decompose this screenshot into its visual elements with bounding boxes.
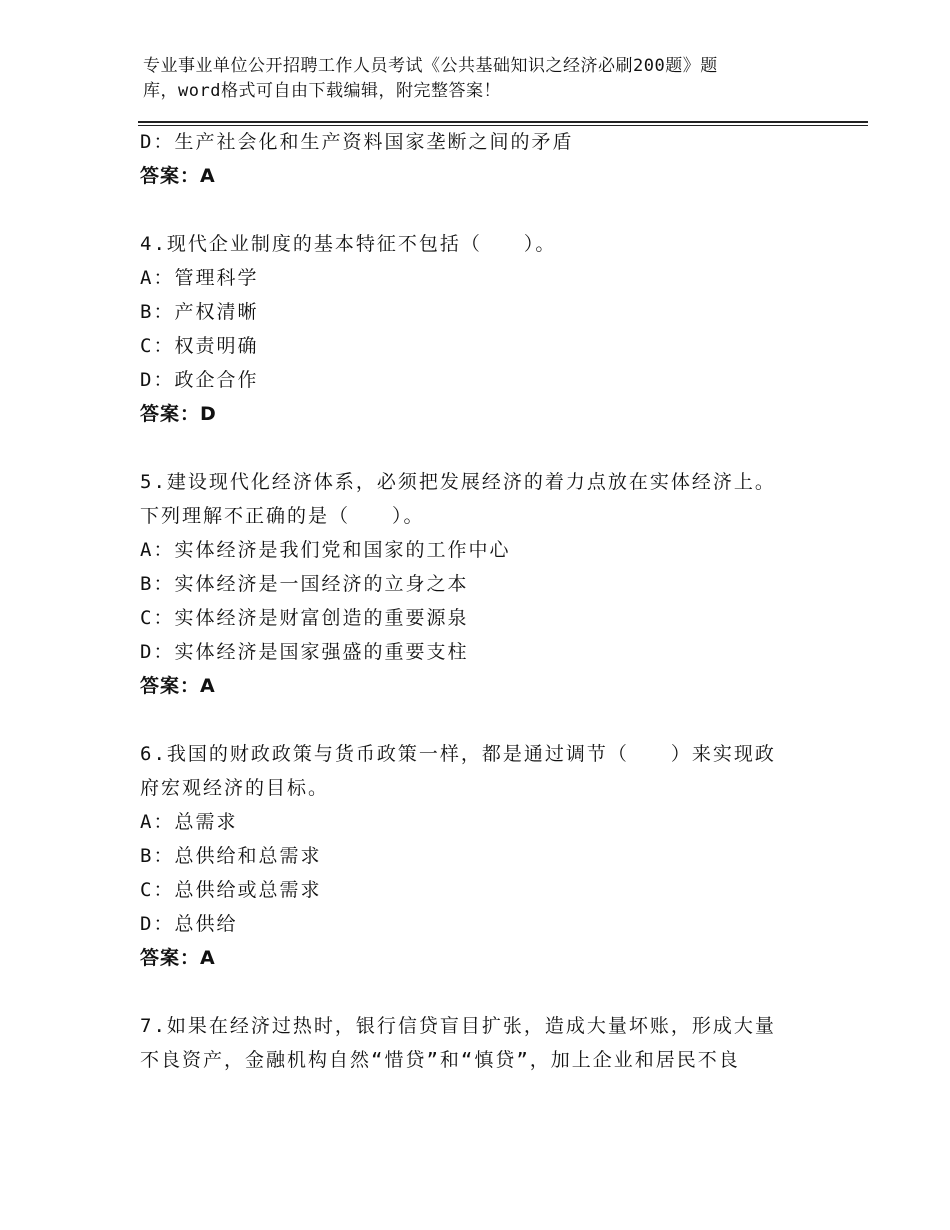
header-rule-thick [138, 121, 868, 123]
document-header [143, 54, 833, 104]
question-stem-line-1: 6.我国的财政政策与货币政策一样，都是通过调节（ ）来实现政 [140, 743, 776, 765]
option-c: C：权责明确 [140, 335, 259, 357]
question-stem: 4.现代企业制度的基本特征不包括（ ）。 [140, 233, 557, 255]
option-c: C：总供给或总需求 [140, 879, 322, 901]
spacer [140, 703, 820, 737]
question-stem-line-2: 不良资产，金融机构自然“惜贷”和“慎贷”，加上企业和居民不良 [140, 1049, 740, 1071]
spacer [140, 431, 820, 465]
header-line-1: 专业事业单位公开招聘工作人员考试《公共基础知识之经济必刷200题》题 [143, 56, 718, 76]
question-7 [140, 1009, 820, 1077]
document-body [140, 125, 820, 1077]
question-5 [140, 465, 820, 703]
option-d: D：生产社会化和生产资料国家垄断之间的矛盾 [140, 131, 574, 153]
option-b: B：实体经济是一国经济的立身之本 [140, 573, 469, 595]
spacer [140, 193, 820, 227]
question-stem-line-1: 5.建设现代化经济体系，必须把发展经济的着力点放在实体经济上。 [140, 471, 776, 493]
spacer [140, 975, 820, 1009]
question-stem-line-2: 府宏观经济的目标。 [140, 777, 330, 799]
header-line-2: 库，word格式可自由下载编辑，附完整答案！ [143, 81, 501, 101]
option-b: B：总供给和总需求 [140, 845, 322, 867]
option-c: C：实体经济是财富创造的重要源泉 [140, 607, 469, 629]
answer: 答案：A [140, 165, 216, 187]
option-a: A：管理科学 [140, 267, 259, 289]
question-stem-line-1: 7.如果在经济过热时，银行信贷盲目扩张，造成大量坏账，形成大量 [140, 1015, 776, 1037]
option-a: A：总需求 [140, 811, 238, 833]
option-d: D：政企合作 [140, 369, 259, 391]
option-b: B：产权清晰 [140, 301, 259, 323]
answer: 答案：A [140, 947, 216, 969]
question-stem-line-2: 下列理解不正确的是（ ）。 [140, 505, 425, 527]
option-d: D：实体经济是国家强盛的重要支柱 [140, 641, 469, 663]
option-a: A：实体经济是我们党和国家的工作中心 [140, 539, 511, 561]
answer: 答案：D [140, 403, 217, 425]
question-3-tail [140, 125, 820, 193]
answer: 答案：A [140, 675, 216, 697]
question-4 [140, 227, 820, 431]
question-6 [140, 737, 820, 975]
option-d: D：总供给 [140, 913, 238, 935]
